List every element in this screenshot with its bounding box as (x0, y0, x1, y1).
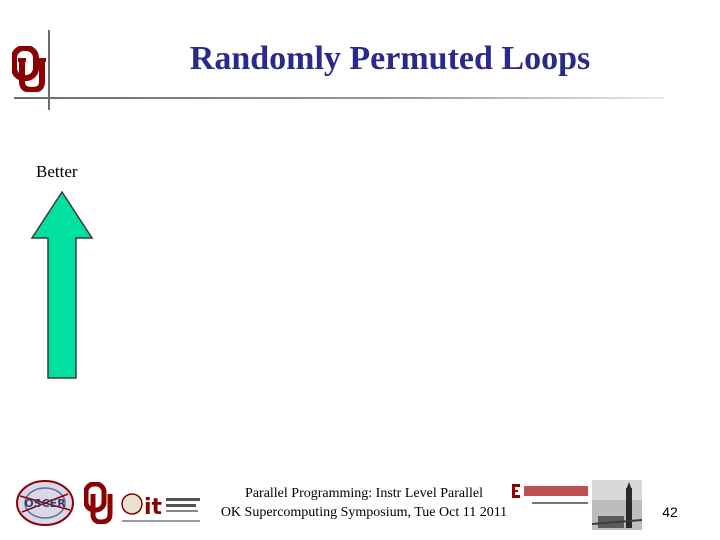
it-logo-icon (120, 486, 204, 526)
footer-caption (214, 484, 514, 522)
slide-title: Randomly Permuted Loops (189, 40, 591, 77)
better-label: Better (36, 162, 78, 181)
up-arrow-icon (30, 190, 94, 380)
building-photo-icon (592, 480, 642, 530)
svg-text:OSCER: OSCER (24, 497, 66, 510)
footer-line-1: Parallel Programming: Instr Level Parallel (245, 486, 483, 501)
footer-line-2: OK Supercomputing Symposium, Tue Oct 11 2011 (220, 505, 508, 520)
earlham-college-logo-icon (508, 480, 592, 512)
oscer-logo-icon (14, 478, 76, 528)
header-horizontal-rule (14, 97, 664, 99)
ou-logo-icon (12, 46, 46, 92)
svg-text:it: it (144, 495, 163, 520)
page-number: 42 (662, 504, 678, 520)
ou-footer-logo-icon (84, 482, 114, 524)
